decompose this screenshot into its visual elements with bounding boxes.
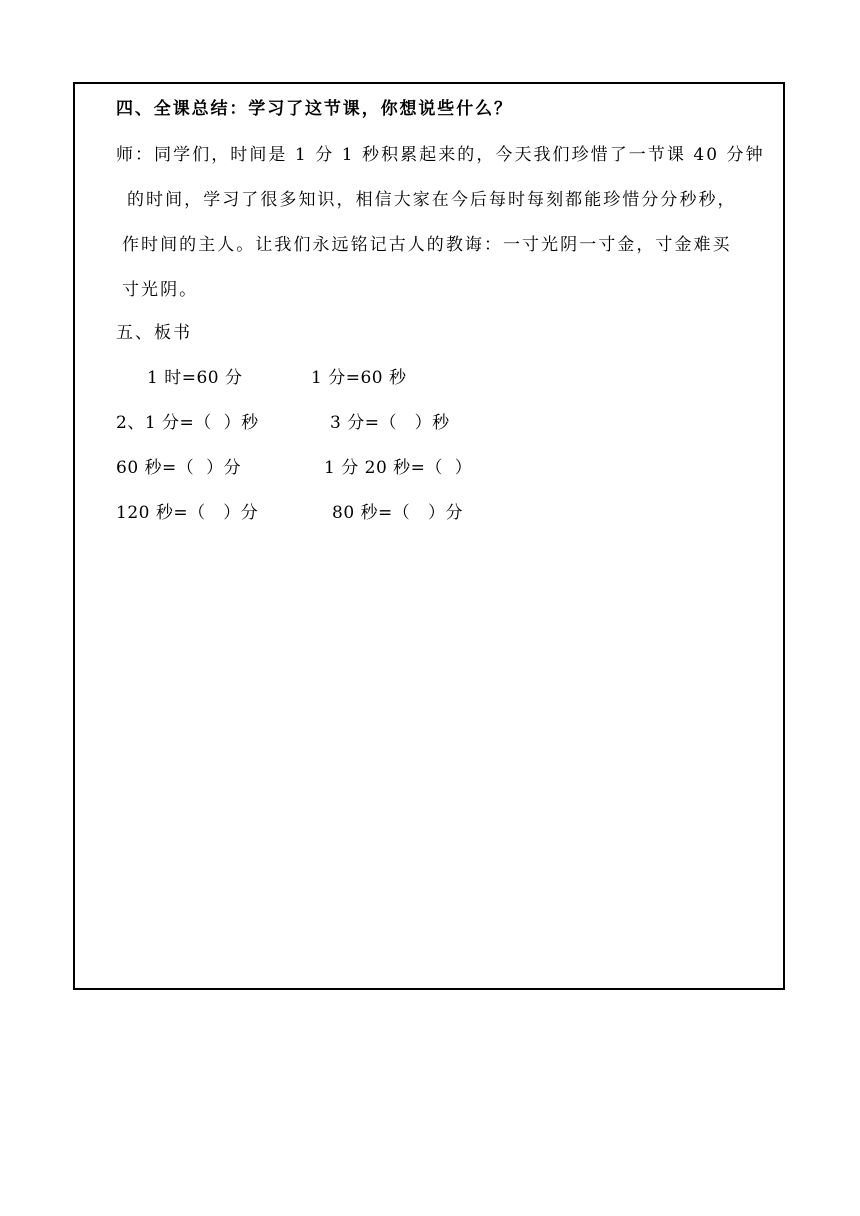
exercise-2-left: 60 秒=（ ）分 bbox=[116, 458, 242, 478]
paragraph-line-3: 作时间的主人。让我们永远铭记古人的教诲：一寸光阴一寸金，寸金难买 bbox=[122, 235, 732, 255]
exercise-3-left: 120 秒=（ ）分 bbox=[116, 503, 259, 523]
content-frame bbox=[73, 82, 785, 990]
exercise-2-right: 1 分 20 秒=（ ） bbox=[324, 458, 473, 478]
paragraph-line-4: 寸光阴。 bbox=[122, 280, 199, 300]
exercise-1-left: 2、1 分=（ ）秒 bbox=[116, 413, 259, 433]
paragraph-line-2: 的时间，学习了很多知识，相信大家在今后每时每刻都能珍惜分分秒秒， bbox=[127, 190, 737, 210]
paragraph-line-1: 师：同学们，时间是 1 分 1 秒积累起来的，今天我们珍惜了一节课 40 分钟 bbox=[116, 145, 765, 165]
board-equation-hours: 1 时=60 分 bbox=[147, 368, 243, 388]
summary-heading: 四、全课总结：学习了这节课，你想说些什么？ bbox=[116, 99, 513, 119]
exercise-1-right: 3 分=（ ）秒 bbox=[330, 413, 450, 433]
board-equation-minutes: 1 分=60 秒 bbox=[311, 368, 407, 388]
board-label: 五、板书 bbox=[116, 323, 192, 343]
exercise-3-right: 80 秒=（ ）分 bbox=[332, 503, 463, 523]
